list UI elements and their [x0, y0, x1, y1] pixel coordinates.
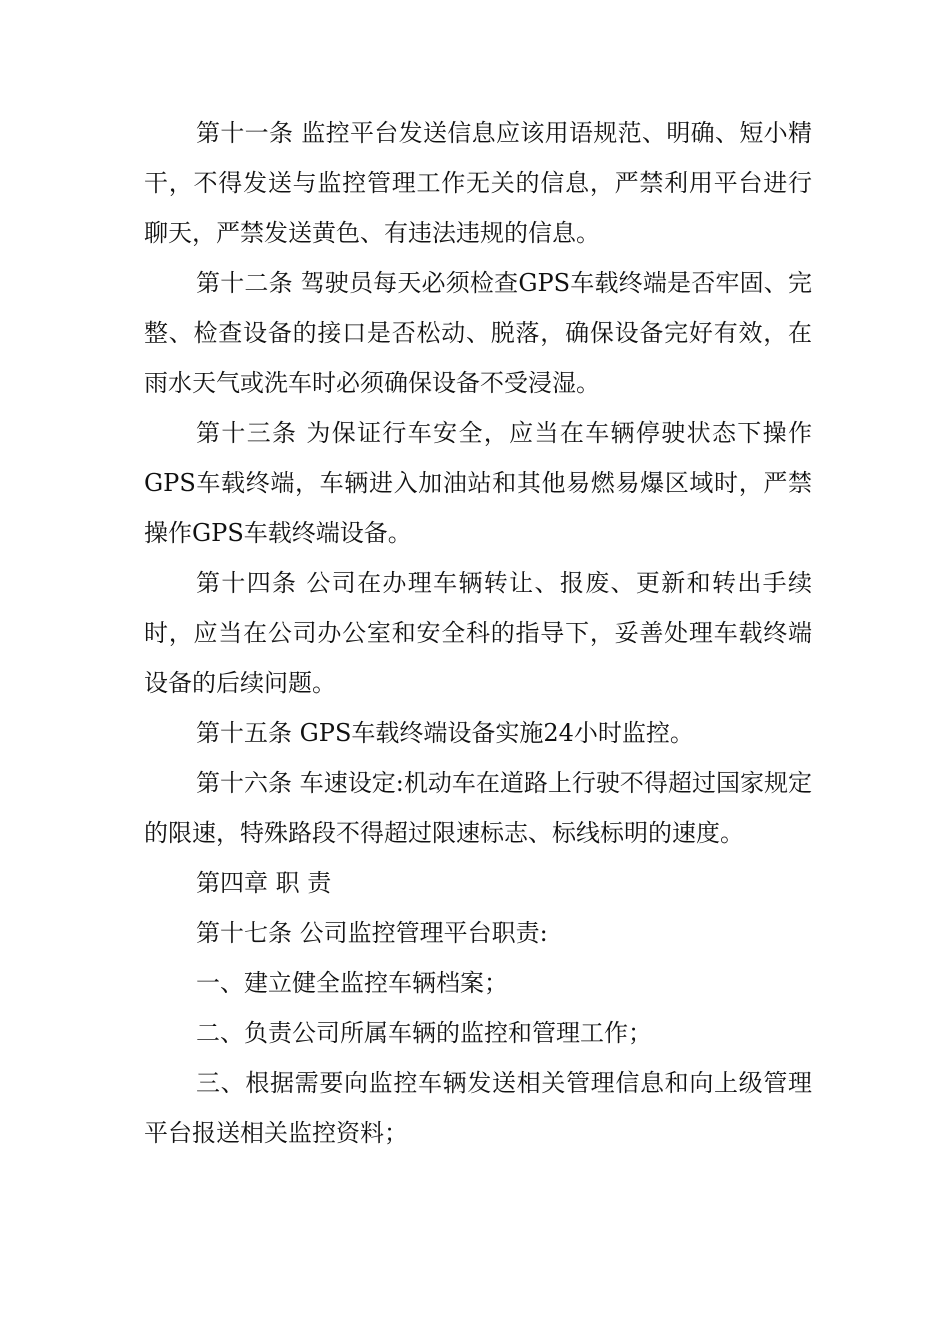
article-13-paragraph: 第十三条 为保证行车安全，应当在车辆停驶状态下操作GPS车载终端，车辆进入加油站和其他易燃易爆区域时，严禁操作GPS车载终端设备。	[144, 419, 812, 547]
article-15-paragraph: 第十五条 GPS车载终端设备实施24小时监控。	[196, 719, 694, 747]
article-16-paragraph: 第十六条 车速设定:机动车在道路上行驶不得超过国家规定的限速，特殊路段不得超过限速标志、标线标明的速度。	[144, 769, 812, 847]
article-14-paragraph: 第十四条 公司在办理车辆转让、报废、更新和转出手续时，应当在公司办公室和安全科的指导下，妥善处理车载终端设备的后续问题。	[144, 569, 812, 697]
duty-item-1: 一、建立健全监控车辆档案；	[196, 969, 508, 997]
duty-item-3: 三、根据需要向监控车辆发送相关管理信息和向上级管理平台报送相关监控资料；	[144, 1069, 812, 1147]
duty-item-2: 二、负责公司所属车辆的监控和管理工作；	[196, 1019, 652, 1047]
article-11-paragraph: 第十一条 监控平台发送信息应该用语规范、明确、短小精干，不得发送与监控管理工作无关的信息，严禁利用平台进行聊天，严禁发送黄色、有违法违规的信息。	[144, 119, 812, 247]
document-page	[144, 108, 812, 1158]
chapter-4-heading: 第四章 职 责	[196, 869, 332, 897]
article-12-paragraph: 第十二条 驾驶员每天必须检查GPS车载终端是否牢固、完整、检查设备的接口是否松动、脱落，确保设备完好有效，在雨水天气或洗车时必须确保设备不受浸湿。	[144, 269, 812, 397]
article-17-paragraph: 第十七条 公司监控管理平台职责:	[196, 919, 548, 947]
